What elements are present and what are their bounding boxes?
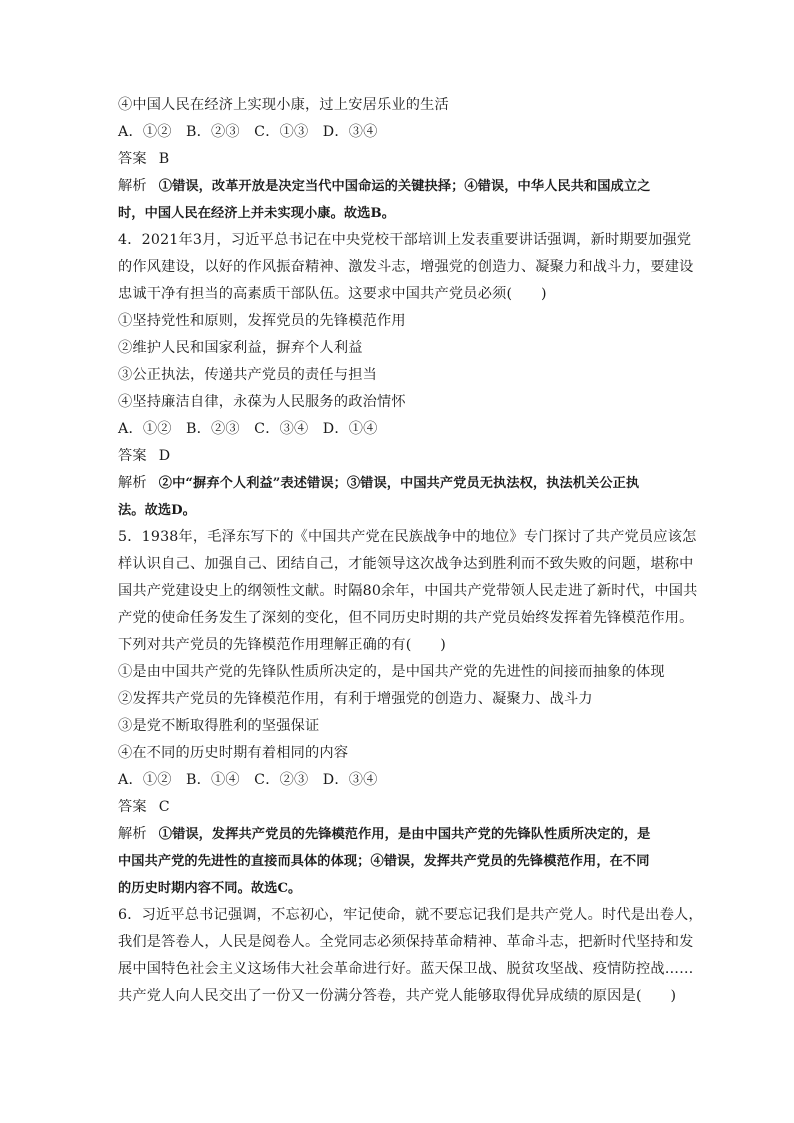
q6-stem-line-4: 共产党人向人民交出了一份又一份满分答卷，共产党人能够取得优异成绩的原因是( ): [118, 988, 677, 1004]
answer-value: B: [158, 151, 170, 167]
q5-explanation-line-1: [118, 821, 678, 848]
q6-stem-line-3: 展中国特色社会主义这场伟大社会革命进行好。蓝天保卫战、脱贫攻坚战、疫情防控战……: [118, 961, 694, 977]
explanation-text: ①错误，发挥共产党员的先锋模范作用，是由中国共产党的先锋队性质所决定的，是: [158, 827, 651, 842]
explanation-text: ①错误，改革开放是决定当代中国命运的关键抉择；④错误，中华人民共和国成立之: [158, 179, 651, 194]
q4-choices: A．①② B．②③ C．③④ D．①④: [118, 421, 378, 437]
q4-explanation-line-1: [118, 470, 678, 497]
q4-option-1: ①坚持党性和原则，发挥党员的先锋模范作用: [118, 313, 406, 329]
explanation-text: ②中“摒弃个人利益”表述错误；③错误，中国共产党员无执法权，执法机关公正执: [158, 476, 640, 491]
q5-answer: [118, 794, 678, 821]
q5-option-2: ②发挥共产党员的先锋模范作用，有利于增强党的创造力、凝聚力、战斗力: [118, 691, 593, 707]
q5-stem-line-3: 国共产党建设史上的纲领性文献。时隔80余年，中国共产党带领人民走进了新时代，中国共: [118, 583, 698, 599]
q4-option-4: ④坚持廉洁自律，永葆为人民服务的政治情怀: [118, 394, 406, 410]
q3-answer: [118, 146, 678, 173]
q4-stem-line-2: 的作风建设，以好的作风振奋精神、激发斗志，增强党的创造力、凝聚力和战斗力，要建设: [118, 259, 694, 275]
q3-explanation-line-2: 时，中国人民在经济上并未实现小康。故选B。: [118, 206, 395, 221]
q5-option-3: ③是党不断取得胜利的坚强保证: [118, 718, 320, 734]
explanation-label: 解析: [118, 178, 147, 194]
q4-option-3: ③公正执法，传递共产党员的责任与担当: [118, 367, 377, 383]
q5-option-1: ①是由中国共产党的先锋队性质所决定的，是中国共产党的先进性的间接而抽象的体现: [118, 664, 665, 680]
answer-value: C: [158, 799, 170, 815]
q5-explanation-line-2: 中国共产党的先进性的直接而具体的体现；④错误，发挥共产党员的先锋模范作用，在不同: [118, 854, 650, 869]
answer-label: 答案: [118, 448, 147, 464]
q5-stem-line-5: 下列对共产党员的先锋模范作用理解正确的有( ): [118, 637, 446, 653]
exam-page: [118, 92, 703, 1010]
answer-label: 答案: [118, 799, 147, 815]
q4-stem-line-3: 忠诚干净有担当的高素质干部队伍。这要求中国共产党员必须( ): [118, 286, 547, 302]
q5-explanation-line-3: 的历史时期内容不同。故选C。: [118, 881, 302, 896]
q5-choices: A．①② B．①④ C．②③ D．③④: [118, 772, 378, 788]
answer-label: 答案: [118, 151, 147, 167]
explanation-label: 解析: [118, 826, 147, 842]
q4-explanation-line-2: 法。故选D。: [118, 503, 196, 518]
q4-option-2: ②维护人民和国家利益，摒弃个人利益: [118, 340, 363, 356]
q3-choices: A．①② B．②③ C．①③ D．③④: [118, 124, 378, 140]
q5-stem-line-1: 5．1938年，毛泽东写下的《中国共产党在民族战争中的地位》专门探讨了共产党员应该怎: [118, 529, 697, 545]
q3-explanation-line-1: [118, 173, 678, 200]
q5-option-4: ④在不同的历史时期有着相同的内容: [118, 745, 349, 761]
answer-value: D: [158, 448, 171, 464]
q3-option-4: ④中国人民在经济上实现小康，过上安居乐业的生活: [118, 97, 449, 113]
q4-stem-line-1: 4．2021年3月，习近平总书记在中央党校干部培训上发表重要讲话强调，新时期要加强党: [118, 232, 692, 248]
explanation-label: 解析: [118, 475, 147, 491]
q4-answer: [118, 443, 678, 470]
q6-stem-line-1: 6．习近平总书记强调，不忘初心，牢记使命，就不要忘记我们是共产党人。时代是出卷人，: [118, 907, 703, 923]
q6-stem-line-2: 我们是答卷人，人民是阅卷人。全党同志必须保持革命精神、革命斗志，把新时代坚持和发: [118, 934, 694, 950]
q5-stem-line-2: 样认识自己、加强自己、团结自己，才能领导这次战争达到胜利而不致失败的问题，堪称中: [118, 556, 694, 572]
q5-stem-line-4: 产党的使命任务发生了深刻的变化，但不同历史时期的共产党员始终发挥着先锋模范作用。: [118, 610, 694, 626]
